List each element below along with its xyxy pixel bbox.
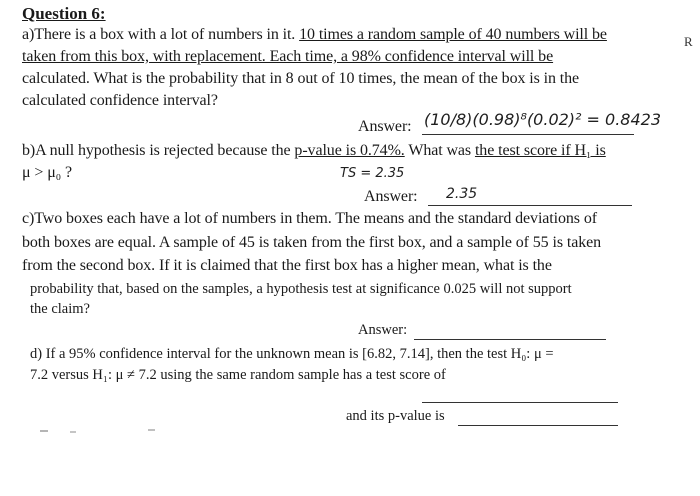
part-d-line-2: 7.2 versus H₁: μ ≠ 7.2 using the same random sample has a test score of [30,367,446,383]
part-c-line-4: probability that, based on the samples, a hypothesis test at significance 0.025 will not support [30,281,572,297]
part-b-handwritten-answer: 2.35 [446,186,478,202]
part-d-line-1: d) If a 95% confidence interval for the unknown mean is [6.82, 7.14], then the test H₀: μ = [30,346,554,362]
part-a-line-3: calculated. What is the probability that in 8 out of 10 times, the mean of the box is in the [22,70,580,87]
part-a-line-2: taken from this box, with replacement. Each time, a 98% confidence interval will be [22,48,554,65]
part-c-line-2: both boxes are equal. A sample of 45 is taken from the first box, and a sample of 55 is taken [22,234,602,251]
page-artifact-mark [148,429,155,431]
part-b-answer-label: Answer: [364,188,418,205]
part-b-test-score-underlined: the test score if H₁ is [474,142,606,159]
margin-mark: R [684,34,693,49]
part-b-pvalue-underlined: p-value is 0.74%. [294,142,405,159]
part-a-line-1-underlined: 10 times a random sample of 40 numbers will be [299,26,607,43]
part-a-answer-blank[interactable] [422,134,634,135]
part-a-line-1-text: a)There is a box with a lot of numbers in it. [22,26,300,43]
part-b-line-2: μ > μ₀ ? [22,164,73,181]
part-a-line-4: calculated confidence interval? [22,92,218,109]
part-c-line-1: c)Two boxes each have a lot of numbers in them. The means and the standard deviations of [22,210,597,227]
part-a-answer-label: Answer: [358,118,412,135]
part-a-handwritten-answer: (10/8)(0.98)⁸(0.02)² = 0.8423 [424,110,662,129]
part-c-line-5: the claim? [30,301,90,317]
part-b-handwritten-work: TS = 2.35 [340,166,405,181]
part-a-line-1 [22,26,607,44]
page-artifact-mark [70,431,76,433]
part-c-answer-label: Answer: [358,322,408,338]
page-artifact-mark [40,430,48,432]
part-d-test-score-blank[interactable] [422,402,618,403]
part-b-line-1 [22,142,606,160]
part-b-line-1-text: b)A null hypothesis is rejected because the [22,142,295,159]
part-b-line-1-mid: What was [404,142,475,159]
part-d-pvalue-label: and its p-value is [346,408,445,424]
part-d-pvalue-blank[interactable] [458,425,618,426]
question-title: Question 6: [22,4,106,23]
part-c-line-3: from the second box. If it is claimed that the first box has a higher mean, what is the [22,257,552,274]
part-c-answer-blank[interactable] [414,339,606,340]
part-b-answer-blank[interactable] [428,205,632,206]
